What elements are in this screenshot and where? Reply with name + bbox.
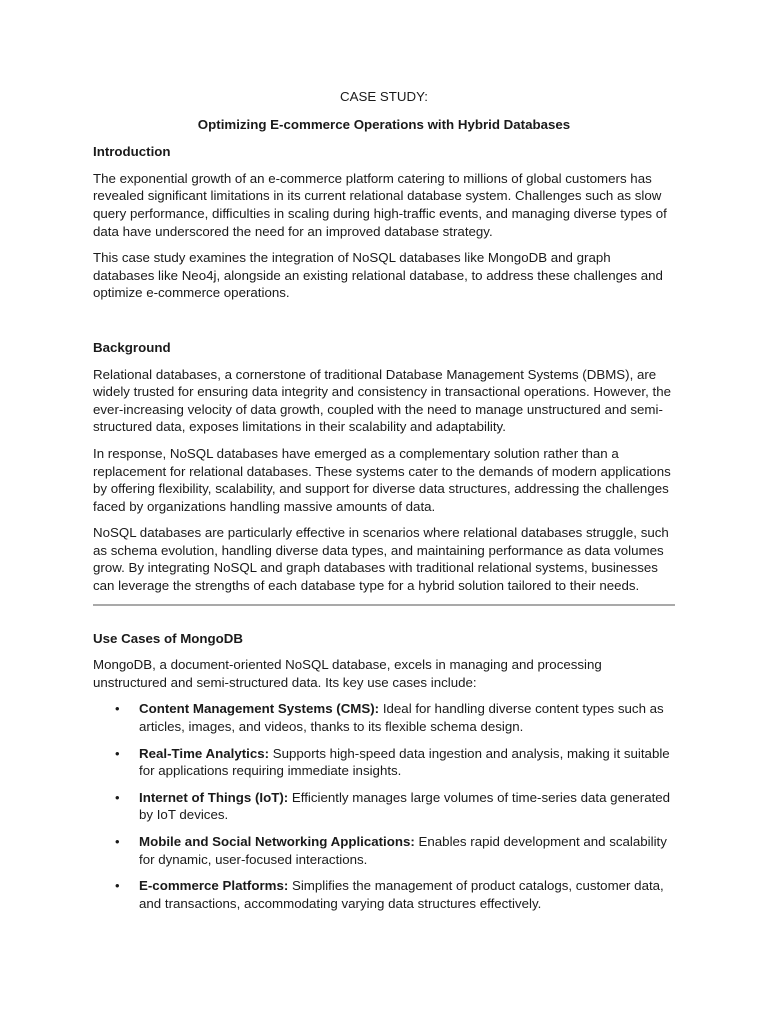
section-spacer — [93, 311, 675, 339]
introduction-heading: Introduction — [93, 144, 171, 160]
list-item — [93, 833, 675, 868]
introduction-paragraph: The exponential growth of an e-commerce platform catering to millions of global customers has revealed significant limitations in its current relational database system. Challenges such as slow query performance, difficulties in scaling during high-traffic events, and managing diverse types of data have underscored the need for an improved database strategy. — [93, 170, 667, 239]
document-title: Optimizing E-commerce Operations with Hybrid Databases — [197, 116, 571, 132]
introduction-section — [93, 143, 675, 302]
list-item — [93, 745, 675, 780]
background-paragraph: NoSQL databases are particularly effective in scenarios where relational databases struggle, such as schema evolution, handling diverse data types, and maintaining performance as data volumes grow. By integrating NoSQL and graph databases with traditional relational systems, businesses can leverage the strengths of each database type for a hybrid solution tailored to their needs. — [93, 525, 669, 594]
bullet-icon: • — [115, 789, 120, 805]
case-study-label: CASE STUDY: — [340, 89, 428, 104]
use-case-term: Real-Time Analytics: — [139, 745, 270, 761]
use-case-term: Content Management Systems (CMS): — [139, 701, 380, 717]
horizontal-divider — [93, 604, 675, 606]
bullet-icon: • — [115, 745, 120, 761]
background-paragraph: Relational databases, a cornerstone of traditional Database Management Systems (DBMS), are widely trusted for ensuring data integrity and consistency in transactional operations. However, the ever-increasing velocity of data growth, coupled with the need to manage unstructured and semi-structured data, exposes limitations in their scalability and adaptability. — [93, 366, 671, 435]
background-paragraph: In response, NoSQL databases have emerged as a complementary solution rather than a replacement for relational databases. These systems cater to the demands of modern applications by offering flexibility, scalability, and support for diverse data structures, addressing the challenges faced by organizations handling massive amounts of data. — [93, 445, 671, 514]
mongodb-section — [93, 630, 675, 913]
use-case-description: Ideal for handling diverse content types such as articles, images, and videos, thanks to its flexible schema design. — [139, 701, 664, 735]
mongodb-heading: Use Cases of MongoDB — [93, 630, 243, 646]
use-case-term: Internet of Things (IoT): — [139, 789, 289, 805]
use-case-list — [93, 700, 675, 912]
use-case-term: Mobile and Social Networking Applications: — [139, 834, 415, 849]
background-heading: Background — [93, 339, 171, 355]
list-item — [93, 700, 675, 735]
use-case-description: Enables rapid development and scalability for dynamic, user-focused interactions. — [139, 834, 667, 867]
bullet-icon: • — [115, 878, 120, 894]
bullet-icon: • — [115, 701, 120, 717]
list-item — [93, 877, 675, 912]
background-section — [93, 339, 675, 595]
document-page — [93, 88, 675, 921]
use-case-description: Supports high-speed data ingestion and analysis, making it suitable for applications requiring immediate insights. — [139, 745, 670, 779]
mongodb-intro-paragraph: MongoDB, a document-oriented NoSQL database, excels in managing and processing unstructured and semi-structured data. Its key use cases include: — [93, 657, 602, 690]
list-item — [93, 789, 675, 824]
introduction-paragraph: This case study examines the integration of NoSQL databases like MongoDB and graph databases like Neo4j, alongside an existing relational database, to address these challenges and optimize e-commerce operations. — [93, 250, 663, 301]
use-case-description: Simplifies the management of product catalogs, customer data, and transactions, accommodating varying data structures effectively. — [139, 878, 664, 911]
bullet-icon: • — [115, 834, 120, 849]
use-case-term: E-commerce Platforms: — [139, 878, 289, 894]
use-case-description: Efficiently manages large volumes of time-series data generated by IoT devices. — [139, 789, 671, 823]
